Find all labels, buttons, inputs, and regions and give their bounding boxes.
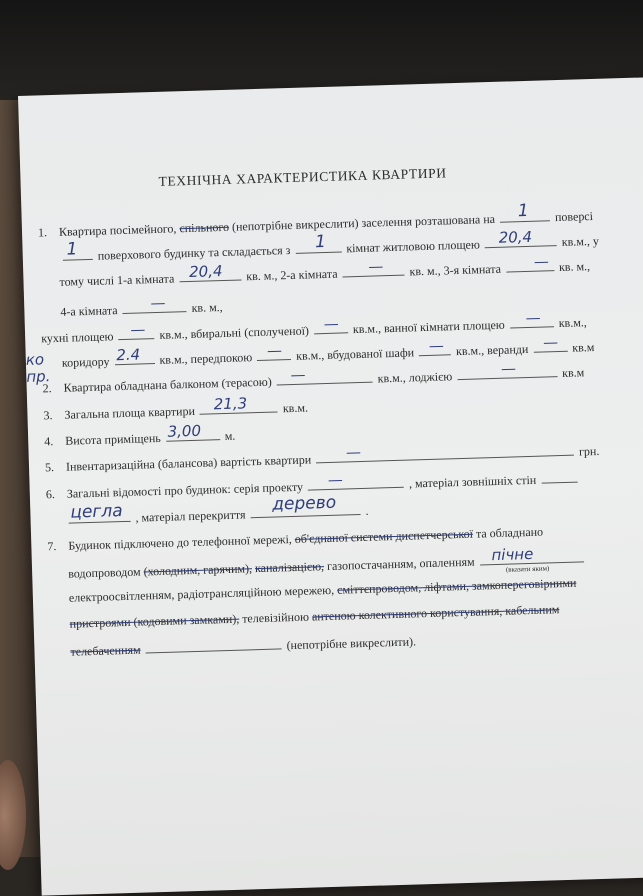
text: , матеріал зовнішніх стін [408,472,537,491]
field-room4[interactable] [122,293,186,314]
handwritten-value: 20,4 [188,262,223,281]
item-number: 6. [45,487,56,502]
struck-text: телебаченням [70,642,141,659]
struck-text: сміттєпроводом, ліфтами, замкопереговірними [336,575,577,597]
handwritten-value: 1 [517,200,529,222]
field-floor[interactable] [500,200,550,222]
text: Інвентаризаційна (балансова) вартість квартири [65,452,312,474]
text: м. [224,428,236,444]
field-total-area[interactable] [200,394,278,414]
p5-line [45,442,600,475]
handwritten-value: 20,4 [498,227,533,247]
handwritten-value: — [533,252,550,271]
struck-text: (холодним, гарячим), [143,561,253,579]
field-bath[interactable] [509,308,553,328]
handwritten-value: 3,00 [167,421,202,441]
handwritten-value: — [345,442,362,462]
struck-text: об'єднаної системи диспетчерської [294,526,474,546]
document-title: ТЕХНІЧНА ХАРАКТЕРИСТИКА КВАРТИРИ [158,165,447,189]
p7-line5 [70,632,416,659]
field-living-area[interactable] [485,227,557,248]
text: водопроводом [67,564,141,581]
text: кв.м., вбудованої шафи [295,345,415,363]
text: кв.м., лоджією [377,369,453,386]
handwritten-value: — [323,314,339,334]
field-wc[interactable] [314,314,348,334]
text: кв.м., ванної кімнати площею [352,317,505,337]
text: кв.м., веранди [455,341,529,359]
text: кв. м., [191,300,223,315]
field-blank-walls-end[interactable] [541,470,577,484]
text: Квартира обладнана балконом (терасою) [63,374,272,395]
p7-line3 [69,576,577,606]
handwritten-value: 21,3 [213,394,248,414]
handwritten-value: — [266,341,283,360]
item-number: 5. [44,460,55,475]
text: електроосвітленням, радіотрансляційною мережею, [68,582,335,605]
field-height[interactable] [165,421,219,442]
document-sheet [18,77,643,896]
handwritten-value: 2.4 [116,345,141,365]
p7-line1 [47,525,543,555]
field-loggia[interactable] [457,359,557,380]
field-heating[interactable] [479,544,583,565]
handwritten-value: пічне [491,544,534,565]
handwritten-value: — [130,320,146,339]
field-series[interactable] [308,470,404,491]
text: кв.м., у [561,233,600,249]
text: Будинок підключено до телефонної мережі, [68,532,293,553]
struck-text: каналізацією, [254,559,325,576]
handwritten-value: — [428,336,445,355]
field-room2[interactable] [342,257,404,278]
p4-line [44,421,236,450]
text: кв.м., [558,315,587,331]
handwritten-value: — [368,257,384,276]
field-room3[interactable] [506,252,554,272]
p7-line4 [69,602,559,632]
item-number: 3. [43,408,53,423]
text: та обладнано [475,524,544,541]
text: , матеріал перекриття [135,507,246,525]
text: (непотрібне викреслити). [286,634,417,653]
field-veranda[interactable] [533,333,567,353]
handwritten-value: цегла [70,501,123,523]
text: кухні площею [40,329,114,346]
text: Квартира посімейного, [58,221,177,239]
handwritten-value: дерево [271,492,337,515]
text: кв.м. [282,400,309,416]
text: кв. м., [558,259,591,275]
handwritten-value: — [525,308,541,328]
text: кімнат житловою площею [346,237,481,256]
text: кв. м., 3-я кімната [409,261,502,279]
item-number: 7. [47,539,57,554]
margin-note-2: пр. [26,367,51,386]
text: поверхового будинку та складається з [97,242,291,263]
field-closet[interactable] [419,336,451,356]
text: . [365,503,369,518]
handwritten-value: — [150,293,166,313]
field-hall[interactable] [257,341,291,361]
handwritten-value: 1 [314,231,327,253]
text: кв. м., 2-а кімната [246,266,338,284]
handwritten-value: 1 [66,239,78,260]
text: Загальна площа квартири [64,403,196,422]
struck-text: антеною колективного користування, кабельним [311,602,560,624]
handwritten-value: — [542,333,559,352]
field-balcony[interactable] [276,365,372,386]
text: кв.м [572,340,595,355]
text: поверсі [554,208,594,225]
field-rooms[interactable] [295,231,341,253]
text: коридору [61,354,110,370]
item-number: 4. [44,434,54,449]
struck-text: пристроями (кодовими замками), [69,611,240,631]
text: газопостачанням, опаленням [326,554,475,574]
item-number: 2. [42,381,52,396]
text: тому числі 1-а кімната [59,271,175,289]
text: кв.м., вбиральні (сполученої) [159,323,310,342]
field-floor-material[interactable] [250,492,360,518]
field-walls[interactable] [68,501,130,524]
field-cost[interactable] [316,443,574,464]
struck-text: спільного [179,219,230,236]
text: кв.м., передпокою [159,350,253,367]
text: 4-а кімната [60,303,118,319]
item-number: 1. [37,225,48,240]
p6-line2 [66,492,369,528]
field-hint: (вказати яким) [505,564,550,574]
handwritten-value: — [327,470,344,489]
handwritten-value: — [290,365,306,385]
text: Загальні відомості про будинок: серія проекту [66,479,304,501]
text: телевізійною [241,609,310,626]
field-floors-total[interactable] [63,239,93,261]
text: Висота приміщень [65,430,161,448]
text: (непотрібне викреслити) заселення розташована на [231,211,496,234]
text: кв.м [561,365,585,380]
p1-line4 [60,293,223,320]
p3-line [43,394,309,424]
field-blank[interactable] [145,636,281,653]
field-corridor[interactable] [114,345,154,365]
text: грн. [578,443,600,459]
field-room1[interactable] [179,262,241,282]
margin-note-1: ко [25,350,45,369]
handwritten-value: — [500,359,517,378]
field-kitchen[interactable] [118,320,154,340]
